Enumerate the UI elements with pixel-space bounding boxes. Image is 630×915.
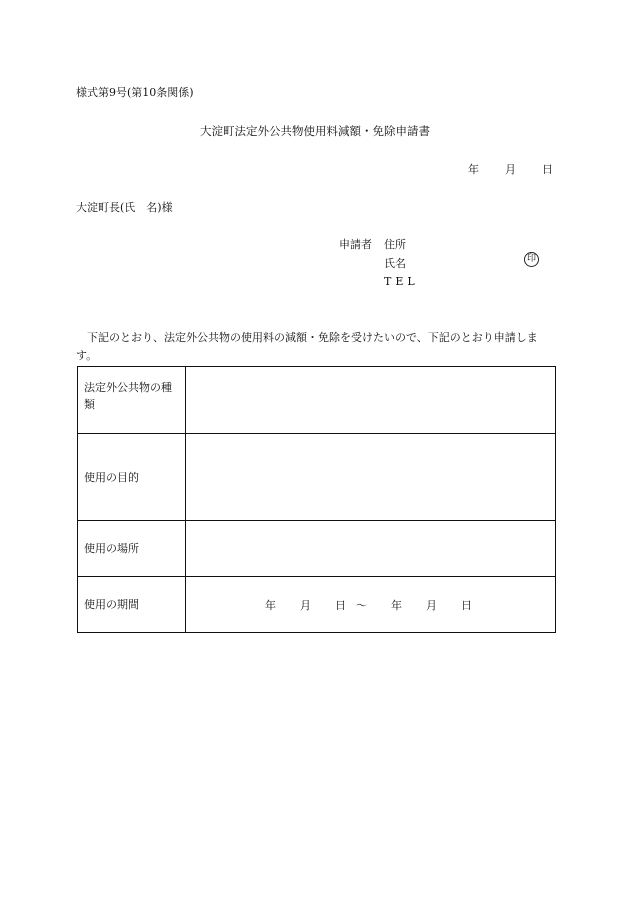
tel-label: TEL bbox=[384, 275, 419, 288]
table-row bbox=[78, 434, 556, 521]
addressee: 大淀町長(氏 名)様 bbox=[76, 201, 173, 214]
row-value-place[interactable] bbox=[186, 521, 556, 577]
period-start-month: 月 bbox=[300, 598, 311, 612]
period-tilde: 〜 bbox=[356, 598, 367, 612]
usage-table bbox=[77, 366, 556, 633]
row-value-type[interactable] bbox=[186, 367, 556, 434]
row-label-type: 法定外公共物の種類 bbox=[78, 367, 186, 434]
row-label-period: 使用の期間 bbox=[78, 577, 186, 633]
row-value-purpose[interactable] bbox=[186, 434, 556, 521]
date-year-label: 年 bbox=[468, 163, 479, 176]
seal-mark-icon: 印 bbox=[524, 252, 539, 267]
address-label: 住所 bbox=[384, 238, 406, 251]
period-start-day: 日 bbox=[335, 598, 346, 612]
row-label-purpose: 使用の目的 bbox=[78, 434, 186, 521]
date-day-label: 日 bbox=[542, 163, 553, 176]
form-number: 様式第9号(第10条関係) bbox=[76, 86, 194, 99]
document-title: 大淀町法定外公共物使用料減額・免除申請書 bbox=[200, 124, 430, 138]
name-label: 氏名 bbox=[384, 257, 406, 270]
date-line bbox=[468, 161, 553, 177]
period-end-month: 月 bbox=[426, 598, 437, 612]
row-value-period[interactable] bbox=[186, 577, 556, 633]
period-end-year: 年 bbox=[391, 598, 402, 612]
table-row bbox=[78, 577, 556, 633]
date-month-label: 月 bbox=[505, 163, 516, 176]
period-end-day: 日 bbox=[461, 598, 472, 612]
row-label-place: 使用の場所 bbox=[78, 521, 186, 577]
body-text: 下記のとおり、法定外公共物の使用料の減額・免除を受けたいので、下記のとおり申請します。 bbox=[76, 331, 538, 362]
period-start-year: 年 bbox=[265, 598, 276, 612]
table-row bbox=[78, 367, 556, 434]
applicant-label: 申請者 bbox=[339, 238, 372, 251]
table-row bbox=[78, 521, 556, 577]
